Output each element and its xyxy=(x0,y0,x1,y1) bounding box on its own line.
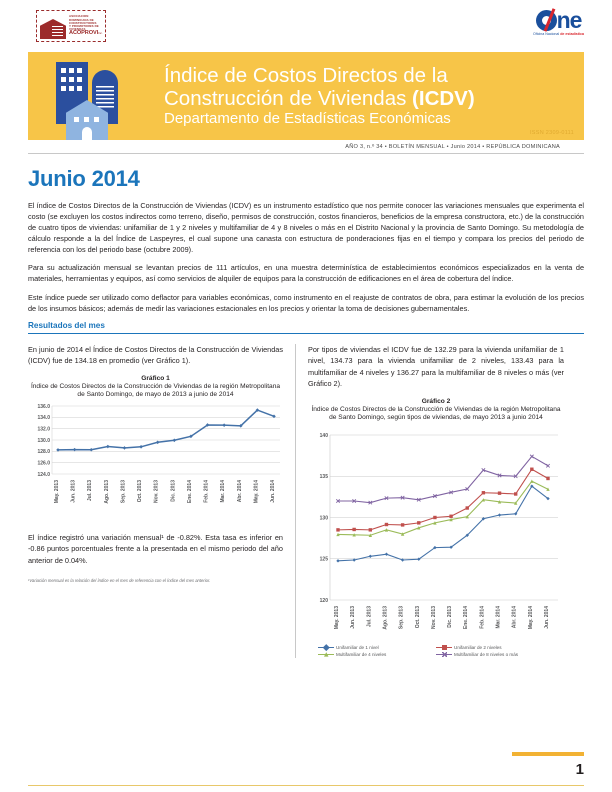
chart1 xyxy=(28,402,283,522)
svg-text:Mar. 2014: Mar. 2014 xyxy=(495,605,502,629)
legend-label-2: Unifamiliar de 2 niveles xyxy=(454,644,502,650)
chart2-svg xyxy=(308,425,564,640)
svg-text:Jun. 2014: Jun. 2014 xyxy=(270,479,276,503)
two-column-layout xyxy=(28,344,584,658)
svg-text:Oct. 2013: Oct. 2013 xyxy=(414,605,421,629)
left-note-paragraph: El índice registró una variación mensual¹ de -0.82%. Esta tasa es inferior en -0.86 puntos porcentuales frente a la presentada en el mismo periodo del año anterior de 0.04%. xyxy=(28,532,283,565)
left-paragraph: En junio de 2014 el Índice de Costos Directos de la Construcción de Viviendas (ICDV) fue de 134.18 en promedio (ver Gráfico 1). xyxy=(28,344,283,366)
svg-text:Mar. 2014: Mar. 2014 xyxy=(220,479,227,503)
footer-accent-bar xyxy=(512,752,584,756)
svg-text:125: 125 xyxy=(319,556,328,563)
svg-text:May. 2013: May. 2013 xyxy=(334,605,340,630)
svg-text:Ago. 2013: Ago. 2013 xyxy=(103,479,110,504)
chart2-legend-item xyxy=(318,645,436,650)
svg-text:May. 2014: May. 2014 xyxy=(253,479,260,504)
left-footnote: ¹Variación mensual es la relación del índice en el mes de referencia con el índice del mes anterior. xyxy=(28,578,211,584)
acoprovi-logo xyxy=(36,10,106,42)
svg-text:Oct. 2013: Oct. 2013 xyxy=(137,479,144,503)
chart2 xyxy=(308,425,564,640)
title-banner xyxy=(28,52,584,140)
svg-text:136.0: 136.0 xyxy=(37,403,50,410)
svg-text:Nov. 2013: Nov. 2013 xyxy=(430,605,437,629)
legend-swatch-2 xyxy=(436,647,452,649)
legend-label-3: Multifamiliar de 4 niveles xyxy=(336,651,387,657)
acoprovi-line-3: CONSTRUCTORES xyxy=(69,20,97,25)
one-circle-icon xyxy=(536,10,557,31)
svg-text:130.0: 130.0 xyxy=(37,437,50,444)
svg-text:May. 2014: May. 2014 xyxy=(527,605,534,630)
svg-text:Feb. 2014: Feb. 2014 xyxy=(479,605,486,629)
acoprovi-line-4: Y PROMOTORES DE xyxy=(69,23,99,28)
intro-paragraph-2: Para su actualización mensual se levantan precios de 111 artículos, en una muestra determinística de establecimientos económicos especializados en la venta de materiales, herramientas y equipos, así como servicios de alquiler de equipos para la construcción de edificaciones en el área de cobertura del índice. xyxy=(28,263,584,284)
intro-paragraph-1: El índice de Costos Directos de la Construcción de Viviendas (ICDV) es un instrumento estadístico que nos permite conocer las variaciones mensuales que experimenta el costo (se excluyen los costos indirectos como terreno, diseño, permisos de construcción, costos financieros, beneficios de la empresa constructora, etc.) de la construcción de cuatro tipos de viviendas: unifamiliar de 1 y 2 niveles y multifamiliar de 4 y 8 niveles o más en el Distrito Nacional y la provincia de Santo Domingo. Su metodología de cálculo responde a la del Índice de Laspeyres, el cual supone una canasta con estructura de ponderaciones fijas en el tiempo y compara los precios del periodo de referencia con los del periodo base (octubre 2009). xyxy=(28,201,584,255)
left-column xyxy=(28,344,296,658)
banner-line-2: Construcción de Viviendas (ICDV) xyxy=(164,86,475,110)
svg-text:Ene. 2014: Ene. 2014 xyxy=(186,479,193,503)
chart2-caption xyxy=(308,398,564,423)
intro-paragraph-3: Este índice puede ser utilizado como deflactor para variables económicas, como instrumento en el reajuste de contratos de obra, para estimar la evolución de los precios de los insumos básicos; además de medir las variaciones estacionales en los precios y orientar la toma de decisiones gubernamentales. xyxy=(28,292,584,313)
one-tagline: Oficina Nacional de estadística xyxy=(533,32,584,36)
legend-label-4: Multifamiliar de 8 niveles o más xyxy=(454,651,519,657)
svg-text:Jul. 2013: Jul. 2013 xyxy=(366,605,373,628)
acoprovi-line-5: VIVIENDAS xyxy=(69,26,86,31)
svg-text:Jun. 2013: Jun. 2013 xyxy=(70,479,77,503)
svg-text:Dic. 2013: Dic. 2013 xyxy=(447,605,454,628)
svg-text:Dic. 2013: Dic. 2013 xyxy=(170,479,177,502)
acoprovi-brand: ACOPROVIInc. xyxy=(69,29,103,36)
section-heading-resultados: Resultados del mes xyxy=(28,321,584,334)
svg-text:Jul. 2013: Jul. 2013 xyxy=(87,479,94,501)
svg-text:Abr. 2014: Abr. 2014 xyxy=(511,605,518,629)
svg-text:124.0: 124.0 xyxy=(37,471,50,478)
chart2-legend-item xyxy=(436,645,554,650)
svg-text:126.0: 126.0 xyxy=(37,460,50,467)
chart2-subtitle: Índice de Costos Directos de la Construcción de Viviendas de la región Metropolitana de Santo Domingo, según tipos de viviendas, de mayo 2013 a junio 2014 xyxy=(311,405,561,422)
banner-text xyxy=(164,65,475,128)
svg-text:Ene. 2014: Ene. 2014 xyxy=(463,605,470,629)
chart2-legend xyxy=(308,644,564,658)
acoprovi-house-icon: + xyxy=(40,13,66,39)
legend-label-1: Unifamiliar de 1 nivel xyxy=(336,644,379,650)
chart1-svg xyxy=(28,402,284,522)
svg-text:Ago. 2013: Ago. 2013 xyxy=(382,605,389,630)
svg-text:May. 2013: May. 2013 xyxy=(54,479,60,504)
svg-text:128.0: 128.0 xyxy=(37,448,50,455)
chart2-number: Gráfico 2 xyxy=(421,397,451,405)
page-number: 1 xyxy=(575,761,584,778)
svg-text:Nov. 2013: Nov. 2013 xyxy=(153,479,160,503)
buildings-illustration xyxy=(50,52,146,140)
chart1-subtitle: Índice de Costos Directos de la Construcción de Viviendas de la región Metropolitana de Santo Domingo, de mayo de 2013 a junio de 2014 xyxy=(30,382,281,399)
svg-text:120: 120 xyxy=(319,597,328,604)
svg-text:Abr. 2014: Abr. 2014 xyxy=(236,479,243,503)
chart2-legend-item xyxy=(436,652,554,657)
issn-label: ISSN 2309-0111 xyxy=(529,130,574,136)
legend-swatch-3 xyxy=(318,654,334,656)
svg-text:Jun. 2013: Jun. 2013 xyxy=(350,605,357,629)
acoprovi-line-1: ASOCIACION xyxy=(69,14,89,19)
logo-bar xyxy=(0,0,612,52)
svg-text:130: 130 xyxy=(319,515,328,522)
chart2-legend-item xyxy=(318,652,436,657)
right-column xyxy=(296,344,564,658)
svg-text:132.0: 132.0 xyxy=(37,426,50,433)
header-divider xyxy=(28,153,584,154)
svg-text:Sep. 2013: Sep. 2013 xyxy=(120,479,127,503)
right-paragraph: Por tipos de viviendas el ICDV fue de 132.29 para la vivienda unifamiliar de 1 nivel, 134.73 para la vivienda unifamiliar de 2 niveles, 133.43 para la multifamiliar de 4 niveles y 136.27 para la multifamiliar de 8 niveles o más (ver Gráfico 2). xyxy=(308,344,564,389)
svg-text:135: 135 xyxy=(319,473,328,480)
svg-text:Sep. 2013: Sep. 2013 xyxy=(398,605,405,629)
acoprovi-logo-text xyxy=(69,15,102,36)
svg-text:Feb. 2014: Feb. 2014 xyxy=(203,479,210,503)
chart1-number: Gráfico 1 xyxy=(141,374,170,382)
svg-text:Jun. 2014: Jun. 2014 xyxy=(544,605,550,629)
bulletin-meta-line: AÑO 3, n.º 34 • BOLETÍN MENSUAL • Junio 2014 • REPÚBLICA DOMINICANA xyxy=(345,144,560,150)
legend-swatch-4 xyxy=(436,654,452,656)
svg-text:140: 140 xyxy=(319,432,328,439)
page-title: Junio 2014 xyxy=(28,166,140,191)
one-logo xyxy=(533,7,584,36)
banner-line-3: Departamento de Estadísticas Económicas xyxy=(164,109,451,127)
banner-line-1: Índice de Costos Directos de la xyxy=(164,63,448,87)
one-wordmark: ne xyxy=(556,7,582,33)
chart1-caption xyxy=(28,375,283,400)
legend-swatch-1 xyxy=(318,647,334,649)
footer-divider xyxy=(28,785,584,786)
svg-text:134.0: 134.0 xyxy=(37,414,50,421)
acoprovi-line-2: DOMINICANA DE xyxy=(69,17,94,22)
